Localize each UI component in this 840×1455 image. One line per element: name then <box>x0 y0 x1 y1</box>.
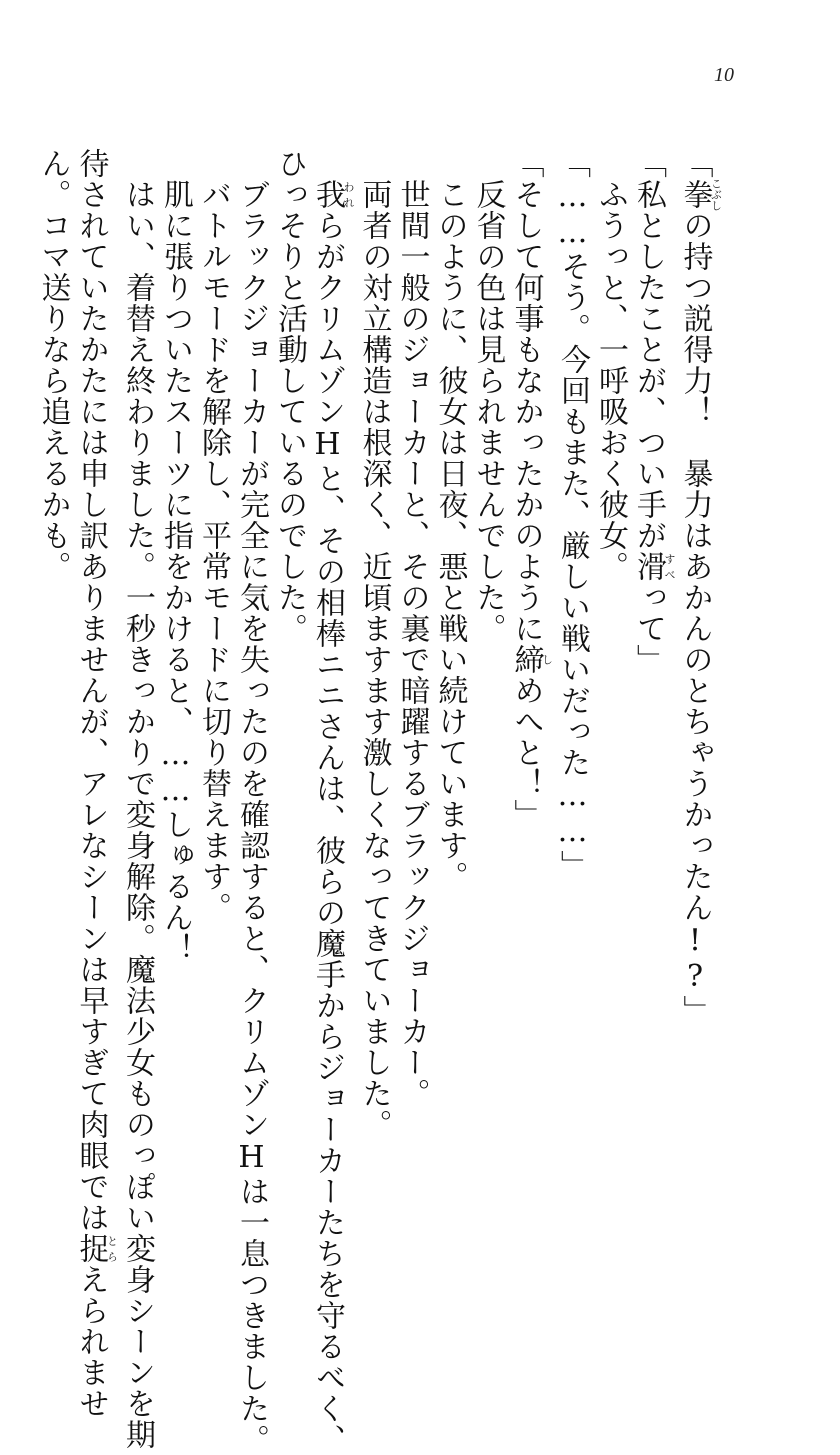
text-line <box>232 148 270 1455</box>
text-line <box>72 148 119 1419</box>
ruby-annotation <box>310 179 355 210</box>
text-line <box>507 148 554 1128</box>
text-segment: 反省の色は見られませんでした。 <box>470 148 506 644</box>
ruby-annotation <box>73 1233 119 1264</box>
text-line <box>34 148 72 1128</box>
ruby-base: 我 <box>310 179 345 210</box>
text-segment: って」 <box>631 582 666 675</box>
text-line <box>355 148 393 1140</box>
ruby-reading: すべ <box>663 551 676 582</box>
novel-body-text <box>35 148 723 1455</box>
text-segment: ブラックジョーカーが完全に気を失ったのを確認すると、クリムゾンHは一息つきました。 <box>234 148 269 1455</box>
ruby-base: 拳 <box>677 178 713 211</box>
text-segment: ひっそりと活動しているのでした。 <box>272 148 307 644</box>
ruby-annotation <box>677 178 723 211</box>
text-segment: 肌に張りついたスーツに指をかけると、……しゅるん！ <box>158 148 193 964</box>
text-line <box>591 148 629 1128</box>
text-segment: えられませ <box>73 1264 109 1419</box>
text-line <box>156 148 194 1128</box>
text-line <box>676 148 723 1128</box>
text-segment: 両者の対立構造は根深く、近頃ますます激しくなってきていました。 <box>356 148 392 1140</box>
text-segment: 「 <box>677 148 713 179</box>
ruby-annotation <box>508 644 554 675</box>
ruby-reading: とら <box>105 1233 119 1264</box>
text-line <box>469 148 507 1128</box>
text-segment: の持つ説得力！ 暴力はあかんのとちゃうかったん!?」 <box>677 210 713 1026</box>
ruby-base: 捉 <box>73 1233 109 1264</box>
text-segment: ん。コマ送りなら追えるかも。 <box>35 148 71 582</box>
ruby-reading: われ <box>342 179 355 210</box>
text-segment: 「……そう。今回もまた、厳しい戦いだった……」 <box>555 148 590 881</box>
text-line <box>553 148 591 1128</box>
text-line <box>308 148 355 1455</box>
text-line <box>118 148 156 1450</box>
ruby-annotation <box>631 551 676 582</box>
text-segment: 待されていたかたには申し訳ありませんが、アレなシーンは早すぎて肉眼では <box>73 148 109 1233</box>
text-line <box>393 148 431 1128</box>
text-segment: 世間一般のジョーカーと、その裏で暗躍するブラックジョーカー。 <box>394 148 430 1109</box>
text-segment: ふうっと、一呼吸おく彼女。 <box>593 148 628 582</box>
text-line <box>194 148 232 1128</box>
text-segment: 「そして何事もなかったかのように <box>508 148 544 644</box>
text-segment: このように、彼女は日夜、悪と戦い続けています。 <box>432 148 468 892</box>
text-segment: めへと！」 <box>508 675 544 830</box>
text-line <box>629 148 676 1128</box>
text-segment: バトルモードを解除し、平常モードに切り替えます。 <box>196 148 231 923</box>
ruby-reading: し <box>540 644 554 675</box>
ruby-base: 締 <box>508 644 544 675</box>
text-line <box>270 148 308 1128</box>
page-number: 10 <box>714 64 734 86</box>
text-segment: らがクリムゾンHと、その相棒ニニさんは、彼らの魔手からジョーカーたちを守るべく、 <box>310 210 345 1455</box>
text-segment: はい、着替え終わりました。一秒きっかりで変身解除。魔法少女ものっぽい変身シーンを期 <box>120 148 155 1450</box>
text-line <box>431 148 469 1128</box>
ruby-base: 滑 <box>631 551 666 582</box>
text-segment <box>310 148 345 179</box>
text-segment: 「私としたことが、つい手が <box>631 148 666 551</box>
ruby-reading: こぶし <box>709 178 723 211</box>
